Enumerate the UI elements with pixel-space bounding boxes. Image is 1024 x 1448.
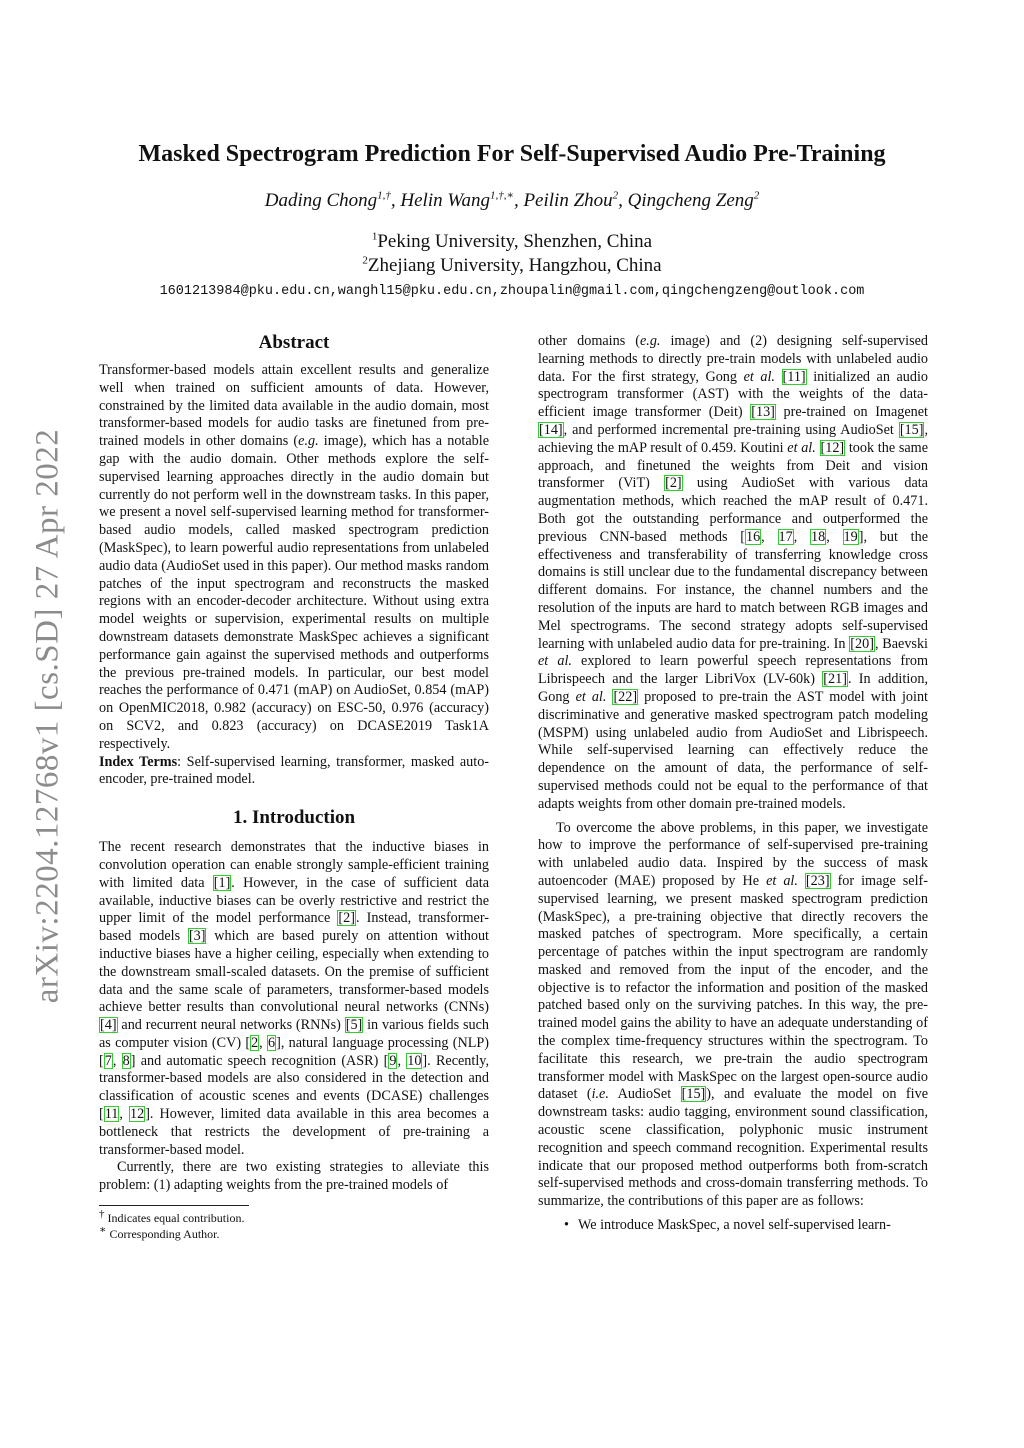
intro-paragraph-4 [538,820,928,1212]
citation-link[interactable]: [20] [850,635,874,652]
citation-link[interactable]: [5] [345,1017,363,1034]
author-name: Peilin Zhou [523,190,613,211]
citation-link[interactable]: [22] [613,688,638,705]
author-affiliation-mark: 1,†,∗ [489,189,514,202]
citation-link[interactable]: [14] [539,421,563,438]
abstract-body [99,362,489,754]
text-run: ] and automatic speech recognition (ASR) [ [130,1052,389,1069]
author-affiliation-mark: 1,† [377,189,391,202]
introduction-heading: 1. Introduction [232,807,356,829]
citation-link[interactable]: 2 [251,1034,259,1051]
text-run: The recent research demonstrates that the inductive biases in convolution operation can enable strongly sample-efficient training with limited data [99,839,489,891]
text-run [798,873,805,889]
italic-text: e.g. [639,333,661,349]
citation-link[interactable]: 6 [268,1034,276,1051]
text-run: pre-trained on Imagenet [775,404,928,421]
text-run: , [793,528,811,545]
italic-text: i.e. [591,1086,609,1103]
text-run: AudioSet [608,1086,681,1103]
intro-paragraph-2: Currently, there are two existing strategies to alleviate this problem: (1) adapting weights from the pre-trained models of [99,1159,489,1194]
citation-link[interactable]: [1] [213,874,231,891]
footnote-text: Indicates equal contribution. [104,1211,245,1226]
affiliation-2 [0,254,1024,278]
text-run: for image self-supervised learning, we present masked spectrogram prediction (MaskSpec), a pre-training objective that directly recovers the masked patches of spectrogram. More specifically, a certain percentage of patches within the input spectrogram are randomly masked and removed from the input of the encoder, and the objective is to refactor the information and position of the masked patched based only on the surviving patches. In this way, the pre-trained model gains the ability to have an adequate understanding of the complex time-frequency structures within the spectrogram. To facilitate this research, we pre-train the audio spectrogram transformer model with MaskSpec on the largest open-source audio dataset ( [538,872,928,1103]
italic-text: et al. [787,439,816,456]
text-run: ]. Recently, transformer-based models are also considered in the detection and classification of acoustic scenes and events (DCASE) challenges [ [99,1052,489,1123]
text-run: initialized an audio spectrogram transformer (AST) with the weights of the data-efficient image transformer (Deit) [538,368,929,421]
footnote-text: Corresponding Author. [106,1227,220,1242]
author-list [0,186,1024,216]
citation-link[interactable]: [3] [188,928,206,945]
text-run: , [761,528,778,545]
index-terms-label: Index Terms [99,753,178,770]
text-run: , and performed incremental pre-training using AudioSet [563,421,899,438]
text-run: ]. However, limited data available in this area becomes a bottleneck that restricts the development of pre-training a transformer-based model. [99,1106,490,1158]
text-run [775,369,782,385]
text-run: . In addition, Gong [538,671,928,705]
abstract-heading: Abstract [258,332,330,353]
citation-link[interactable]: 19 [843,528,858,545]
author-name: Helin Wang [400,190,490,211]
footnote-mark: ∗ [99,1224,107,1237]
text-run: ), and evaluate the model on five downstream tasks: audio tagging, environment sound classification, acoustic scene classification, polyphonic music instrument recognition and speech command recognition. Experimental results indicate that our proposed method outperforms both from-scratch self-supervised methods and cross-domain transferring methods. To summarize, the contributions of this paper are as follows: [538,1086,928,1210]
citation-link[interactable]: [2] [338,910,355,927]
citation-link[interactable]: 9 [389,1052,397,1069]
left-column [99,330,489,1242]
text-run: . However, in the case of sufficient data available, inductive biases can be overly restrictive and restrict the upper limit of the model performance [99,874,489,927]
italic-text: et al. [743,368,775,385]
citation-link[interactable]: 10 [407,1052,422,1069]
text-run: image) and (2) designing self-supervised learning methods to directly pre-train models with unlabeled audio data. For the first strategy, Gong [538,333,929,385]
citation-link[interactable]: 17 [778,528,793,545]
author-affiliation-mark: 2 [753,189,760,202]
text-run: proposed to pre-train the AST model with joint discriminative and generative masked spectrogram patch modeling (MSPM) using unlabeled audio from AudioSet and Librispeech. While self-supervised learning can effectively reduce the dependence on the amount of data, the performance of self-supervised methods could not be equal to the performance of that adapts weights from other domain pre-trained models. [538,688,928,812]
citation-link[interactable]: [15] [899,421,924,438]
paper-title: Masked Spectrogram Prediction For Self-Supervised Audio Pre-Training [138,141,886,167]
right-column [538,333,928,1235]
citation-link[interactable]: 11 [104,1106,119,1123]
citation-link[interactable]: 7 [104,1052,112,1069]
text-run: , [397,1052,407,1069]
bullet-text: We introduce MaskSpec, a novel self-supervised learn- [578,1217,891,1234]
intro-paragraph-1 [99,839,489,1159]
footnote-equal-contribution [99,1210,489,1226]
text-run: took the same approach, and finetuned the weights from Deit and vision transformer (ViT) [538,439,928,492]
affiliation-1 [0,230,1024,254]
text-run: , [119,1106,130,1123]
text-run: To overcome the above problems, in this paper, we investigate how to improve the performance of self-supervised pre-training with unlabeled audio data. Inspired by the success of mask autoencoder (MAE) proposed by He [538,819,928,889]
citation-link[interactable]: 12 [130,1106,145,1123]
text-run: which are based purely on attention without inductive biases have a higher ceiling, especially when extending to the downstream small-scaled datasets. On the premise of sufficient data and the same scale of parameters, transformer-based models achieve better results than convolutional neural networks (CNNs) [99,928,489,1016]
text-run: Transformer-based models attain excellent results and generalize well when trained on sufficient amounts of data. However, constrained by the limited data available in the audio domain, most transformer-based models for audio tasks are finetuned from pre-trained models in other domains ( [99,362,489,450]
author-separator: , [390,190,401,211]
text-run: , [826,528,843,545]
text-run: image), which has a notable gap with the audio domain. Other methods explore the self-supervised learning approaches directly in the audio domain but currently do not perform well in the downstream tasks. In this paper, we present a novel self-supervised learning method for transformer-based audio models, called masked spectrogram prediction (MaskSpec), to learn powerful audio representations from unlabeled audio data (AudioSet used in this paper). Our method masks random patches of the input spectrogram and reconstructs the masked regions with an encoder-decoder architecture. Without using extra model weights or supervision, experimental results on multiple downstream datasets demonstrate MaskSpec achieves a significant performance gain against the supervised methods and outperforms the previous pre-trained models. In particular, our best model reaches the performance of 0.471 (mAP) on AudioSet, 0.854 (mAP) on OpenMIC2018, 0.982 (accuracy) on ESC-50, 0.976 (accuracy) on SCV2, and 0.823 (accuracy) on DCASE2019 Task1A respectively. [99,433,489,752]
citation-link[interactable]: [4] [100,1017,117,1034]
citation-link[interactable]: [21] [823,671,847,688]
affiliation-mark: 2 [362,254,368,267]
citation-link[interactable]: 18 [811,528,826,545]
citation-link[interactable]: 8 [122,1052,130,1069]
citation-link[interactable]: [11] [782,368,806,385]
citation-link[interactable]: [13] [751,404,775,421]
text-run [816,440,820,456]
italic-text: et al. [538,653,572,670]
italic-text: et al. [766,872,798,889]
author-separator: , [618,190,628,211]
author-separator: , [513,190,524,211]
italic-text: et al. [575,688,607,705]
author-name: Dading Chong [264,190,378,211]
contribution-bullet [538,1217,928,1235]
author-emails: 1601213984@pku.edu.cn,wanghl15@pku.edu.cn,zhoupalin@gmail.com,qingchengzeng@outlook.com [159,284,865,299]
text-run: ], but the effectiveness and transferability of transferring knowledge cross domains is still unclear due to the fundamental discrepancy between different domains. For instance, the channel numbers and the resolution of the inputs are hard to match between RGB images and Mel spectrograms. The second strategy adopts self-supervised learning with unlabeled audio data for pre-training. In [538,528,929,652]
text-run: other domains ( [538,333,640,349]
citation-link[interactable]: [15] [681,1086,706,1103]
index-terms-text: : Self-supervised learning, transformer, masked auto-encoder, pre-trained model. [99,753,490,788]
text-run: , [112,1052,122,1069]
text-run: , [259,1034,267,1051]
intro-paragraph-3 [538,333,928,814]
citation-link[interactable]: [2] [665,475,682,492]
citation-link[interactable]: [12] [820,439,845,456]
affiliation-mark: 1 [371,230,378,243]
footnote-corresponding-author [99,1226,489,1242]
author-affiliation-mark: 2 [612,189,619,202]
index-terms [99,754,489,790]
text-run: in various fields such as computer vision (CV) [ [99,1017,489,1051]
text-run: using AudioSet with various data augmentation methods, which reached the mAP result of 0.471. Both got the outstanding performance and outperformed the previous CNN-based methods [ [538,475,928,545]
citation-link[interactable]: [23] [805,872,830,889]
text-run: , achieving the mAP result of 0.459. Koutini [538,421,928,456]
affiliation-text: Zhejiang University, Hangzhou, China [367,255,662,276]
author-name: Qingcheng Zeng [627,190,754,211]
italic-text: e.g. [298,433,319,450]
text-run: , Baevski [874,635,928,652]
text-run: and recurrent neural networks (RNNs) [117,1017,345,1034]
text-run: explored to learn powerful speech representations from Librispeech and the larger LibriVox (LV-60k) [538,653,928,688]
footnote-rule [99,1205,249,1206]
footnote-mark: † [99,1208,105,1221]
affiliation-text: Peking University, Shenzhen, China [377,231,653,252]
bullet-mark: • [564,1217,569,1234]
arxiv-identifier-text: arXiv:2204.12768v1 [cs.SD] 27 Apr 2022 [29,428,66,1004]
text-run: . Instead, transformer-based models [99,910,489,945]
citation-link[interactable]: 16 [745,528,761,545]
text-run: ], natural language processing (NLP) [ [99,1034,489,1069]
